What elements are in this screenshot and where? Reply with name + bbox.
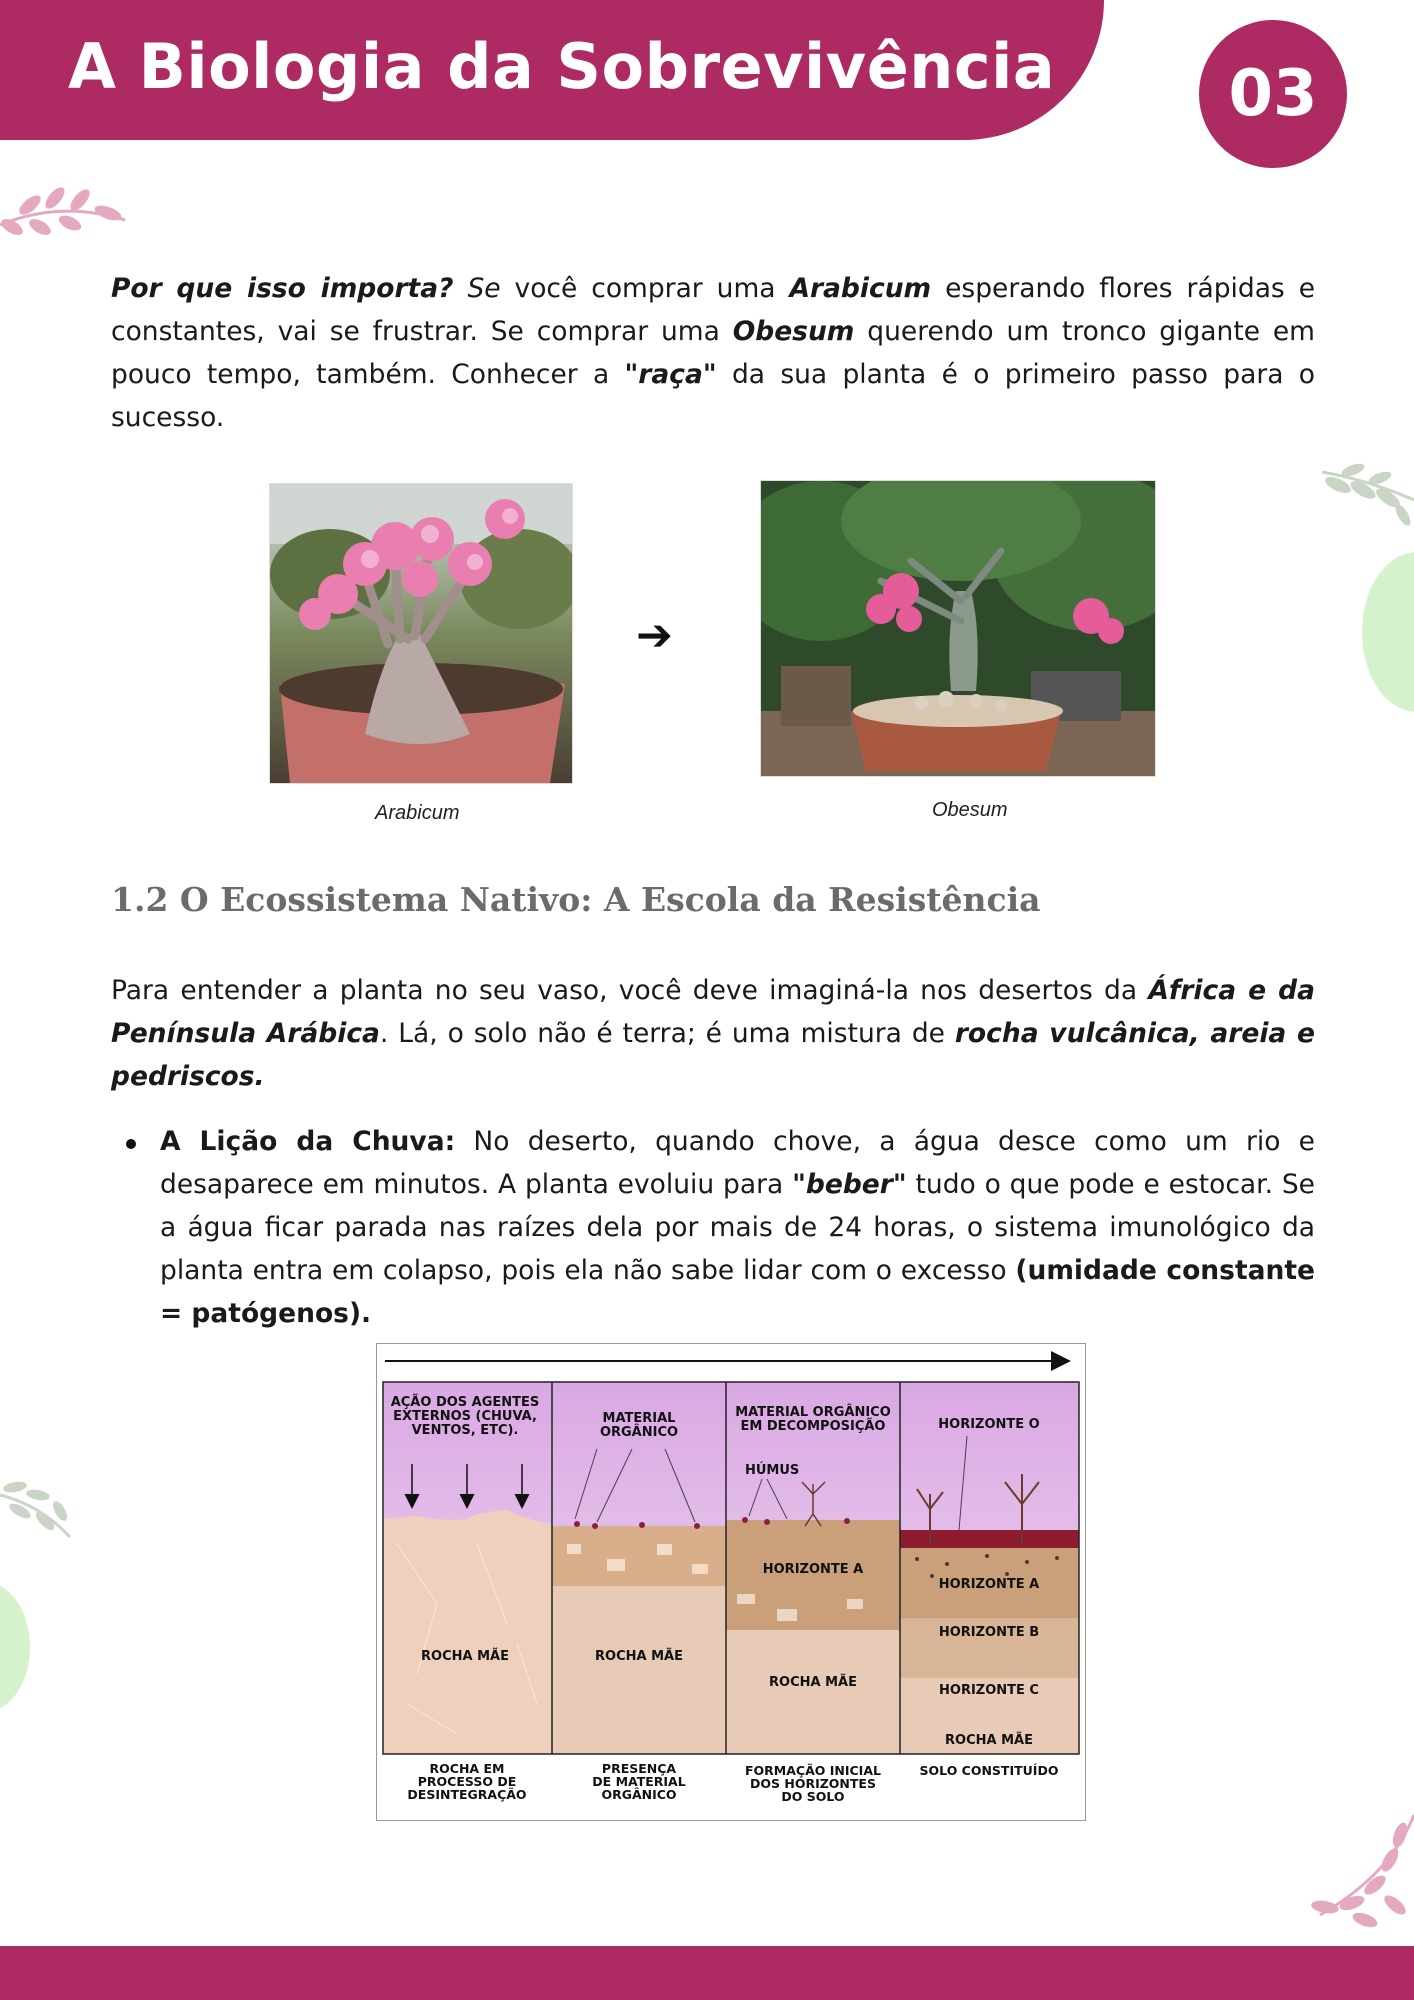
p2-rock: ROCHA MÃE: [595, 1649, 683, 1664]
rain-text: No deserto, quando chove, a água desce como um rio e desaparece em minutos. A planta evoluiu para: [160, 1126, 1315, 1200]
p4-horizon-b: HORIZONTE B: [938, 1625, 1040, 1640]
p3-horizon-a: HORIZONTE A: [762, 1562, 864, 1577]
rain-lesson-lead: A Lição da Chuva:: [160, 1126, 456, 1157]
p2-caption-2: DE MATERIAL: [592, 1774, 686, 1789]
p3-caption-3: DO SOLO: [781, 1789, 845, 1804]
intro-paragraph: [111, 267, 1315, 439]
green-blob-left: [0, 1582, 30, 1712]
intro-text: da sua planta é o primeiro passo para o sucesso.: [111, 359, 1315, 433]
intro-lead: Por que isso importa?: [111, 273, 454, 304]
arrow-right-icon: ➔: [636, 610, 673, 661]
rain-lesson-paragraph: [160, 1120, 1315, 1335]
p3-rock: ROCHA MÃE: [769, 1675, 857, 1690]
page-number: 03: [1228, 57, 1318, 131]
p1-caption-2: PROCESSO DE: [417, 1774, 517, 1789]
p2-caption-3: ORGÂNICO: [601, 1787, 677, 1802]
soil-formation-diagram: [376, 1343, 1086, 1821]
green-leaf-branch-icon: [0, 1475, 72, 1545]
p1-top-3: VENTOS, ETC).: [411, 1423, 519, 1438]
section-title: 1.2 O Ecossistema Nativo: A Escola da Resistência: [111, 880, 1041, 919]
native-soil: rocha vulcânica, areia e pedriscos.: [111, 1018, 1315, 1092]
p3-caption-1: FORMAÇÃO INICIAL: [745, 1763, 881, 1778]
rain-text: tudo o que pode e estocar. Se a água ficar parada nas raízes dela por mais de 24 horas, o sistema imunológico da planta entra em colapso, pois ela não sabe lidar com o excesso: [160, 1169, 1315, 1286]
p1-top-1: AÇÃO DOS AGENTES: [390, 1395, 540, 1410]
native-text: . Lá, o solo não é terra; é uma mistura de: [379, 1018, 955, 1049]
p2-top-1: MATERIAL: [602, 1411, 676, 1426]
page-title: A Biologia da Sobrevivência: [68, 30, 1056, 103]
p3-top-1: MATERIAL ORGÂNICO: [735, 1405, 891, 1420]
p4-horizon-c: HORIZONTE C: [939, 1683, 1039, 1698]
page-number-badge: [1199, 20, 1347, 168]
p3-caption-2: DOS HORIZONTES: [750, 1776, 876, 1791]
intro-text: querendo um tronco gigante em pouco tempo, também. Conhecer a: [111, 316, 1315, 390]
arabicum-caption: Arabicum: [375, 802, 460, 824]
green-leaf-branch-icon: [1318, 460, 1414, 530]
p2-top-2: ORGÂNICO: [599, 1425, 679, 1440]
rain-humidity: (umidade constante = patógenos).: [160, 1255, 1315, 1329]
intro-text: esperando flores rápidas e constantes, vai se frustrar. Se comprar uma: [111, 273, 1316, 347]
rain-beber: "beber": [792, 1169, 907, 1200]
intro-obesum: Obesum: [732, 316, 855, 347]
intro-raca: "raça": [624, 359, 717, 390]
obesum-photo: [760, 480, 1156, 777]
p3-humus: HÚMUS: [745, 1463, 800, 1478]
pink-leaf-branch-icon: [1290, 1805, 1414, 1945]
p4-caption-1: SOLO CONSTITUÍDO: [919, 1763, 1059, 1778]
intro-arabicum: Arabicum: [789, 273, 932, 304]
p4-horizon-a: HORIZONTE A: [938, 1577, 1040, 1592]
p3-top-2: EM DECOMPOSIÇÃO: [740, 1419, 886, 1434]
p1-top-2: EXTERNOS (CHUVA,: [393, 1409, 537, 1424]
native-paragraph: [111, 969, 1315, 1098]
p4-rock: ROCHA MÃE: [945, 1733, 1033, 1748]
pink-leaf-branch-icon: [0, 165, 130, 240]
p4-horizon-o: HORIZONTE O: [938, 1417, 1040, 1432]
p1-rock: ROCHA MÃE: [421, 1649, 509, 1664]
intro-text: você comprar uma: [500, 273, 790, 304]
native-region: África e da Península Arábica: [111, 975, 1315, 1049]
obesum-caption: Obesum: [932, 799, 1008, 821]
green-blob-right: [1362, 552, 1414, 712]
p1-caption-1: ROCHA EM: [429, 1761, 505, 1776]
p1-caption-3: DESINTEGRAÇÃO: [407, 1787, 527, 1802]
arabicum-photo: [269, 483, 573, 784]
p2-caption-1: PRESENÇA: [601, 1761, 677, 1776]
native-text: Para entender a planta no seu vaso, você deve imaginá-la nos desertos da: [111, 975, 1149, 1006]
intro-se: Se: [453, 273, 501, 304]
footer-band: [0, 1946, 1414, 2000]
bullet-dot: [126, 1139, 136, 1149]
